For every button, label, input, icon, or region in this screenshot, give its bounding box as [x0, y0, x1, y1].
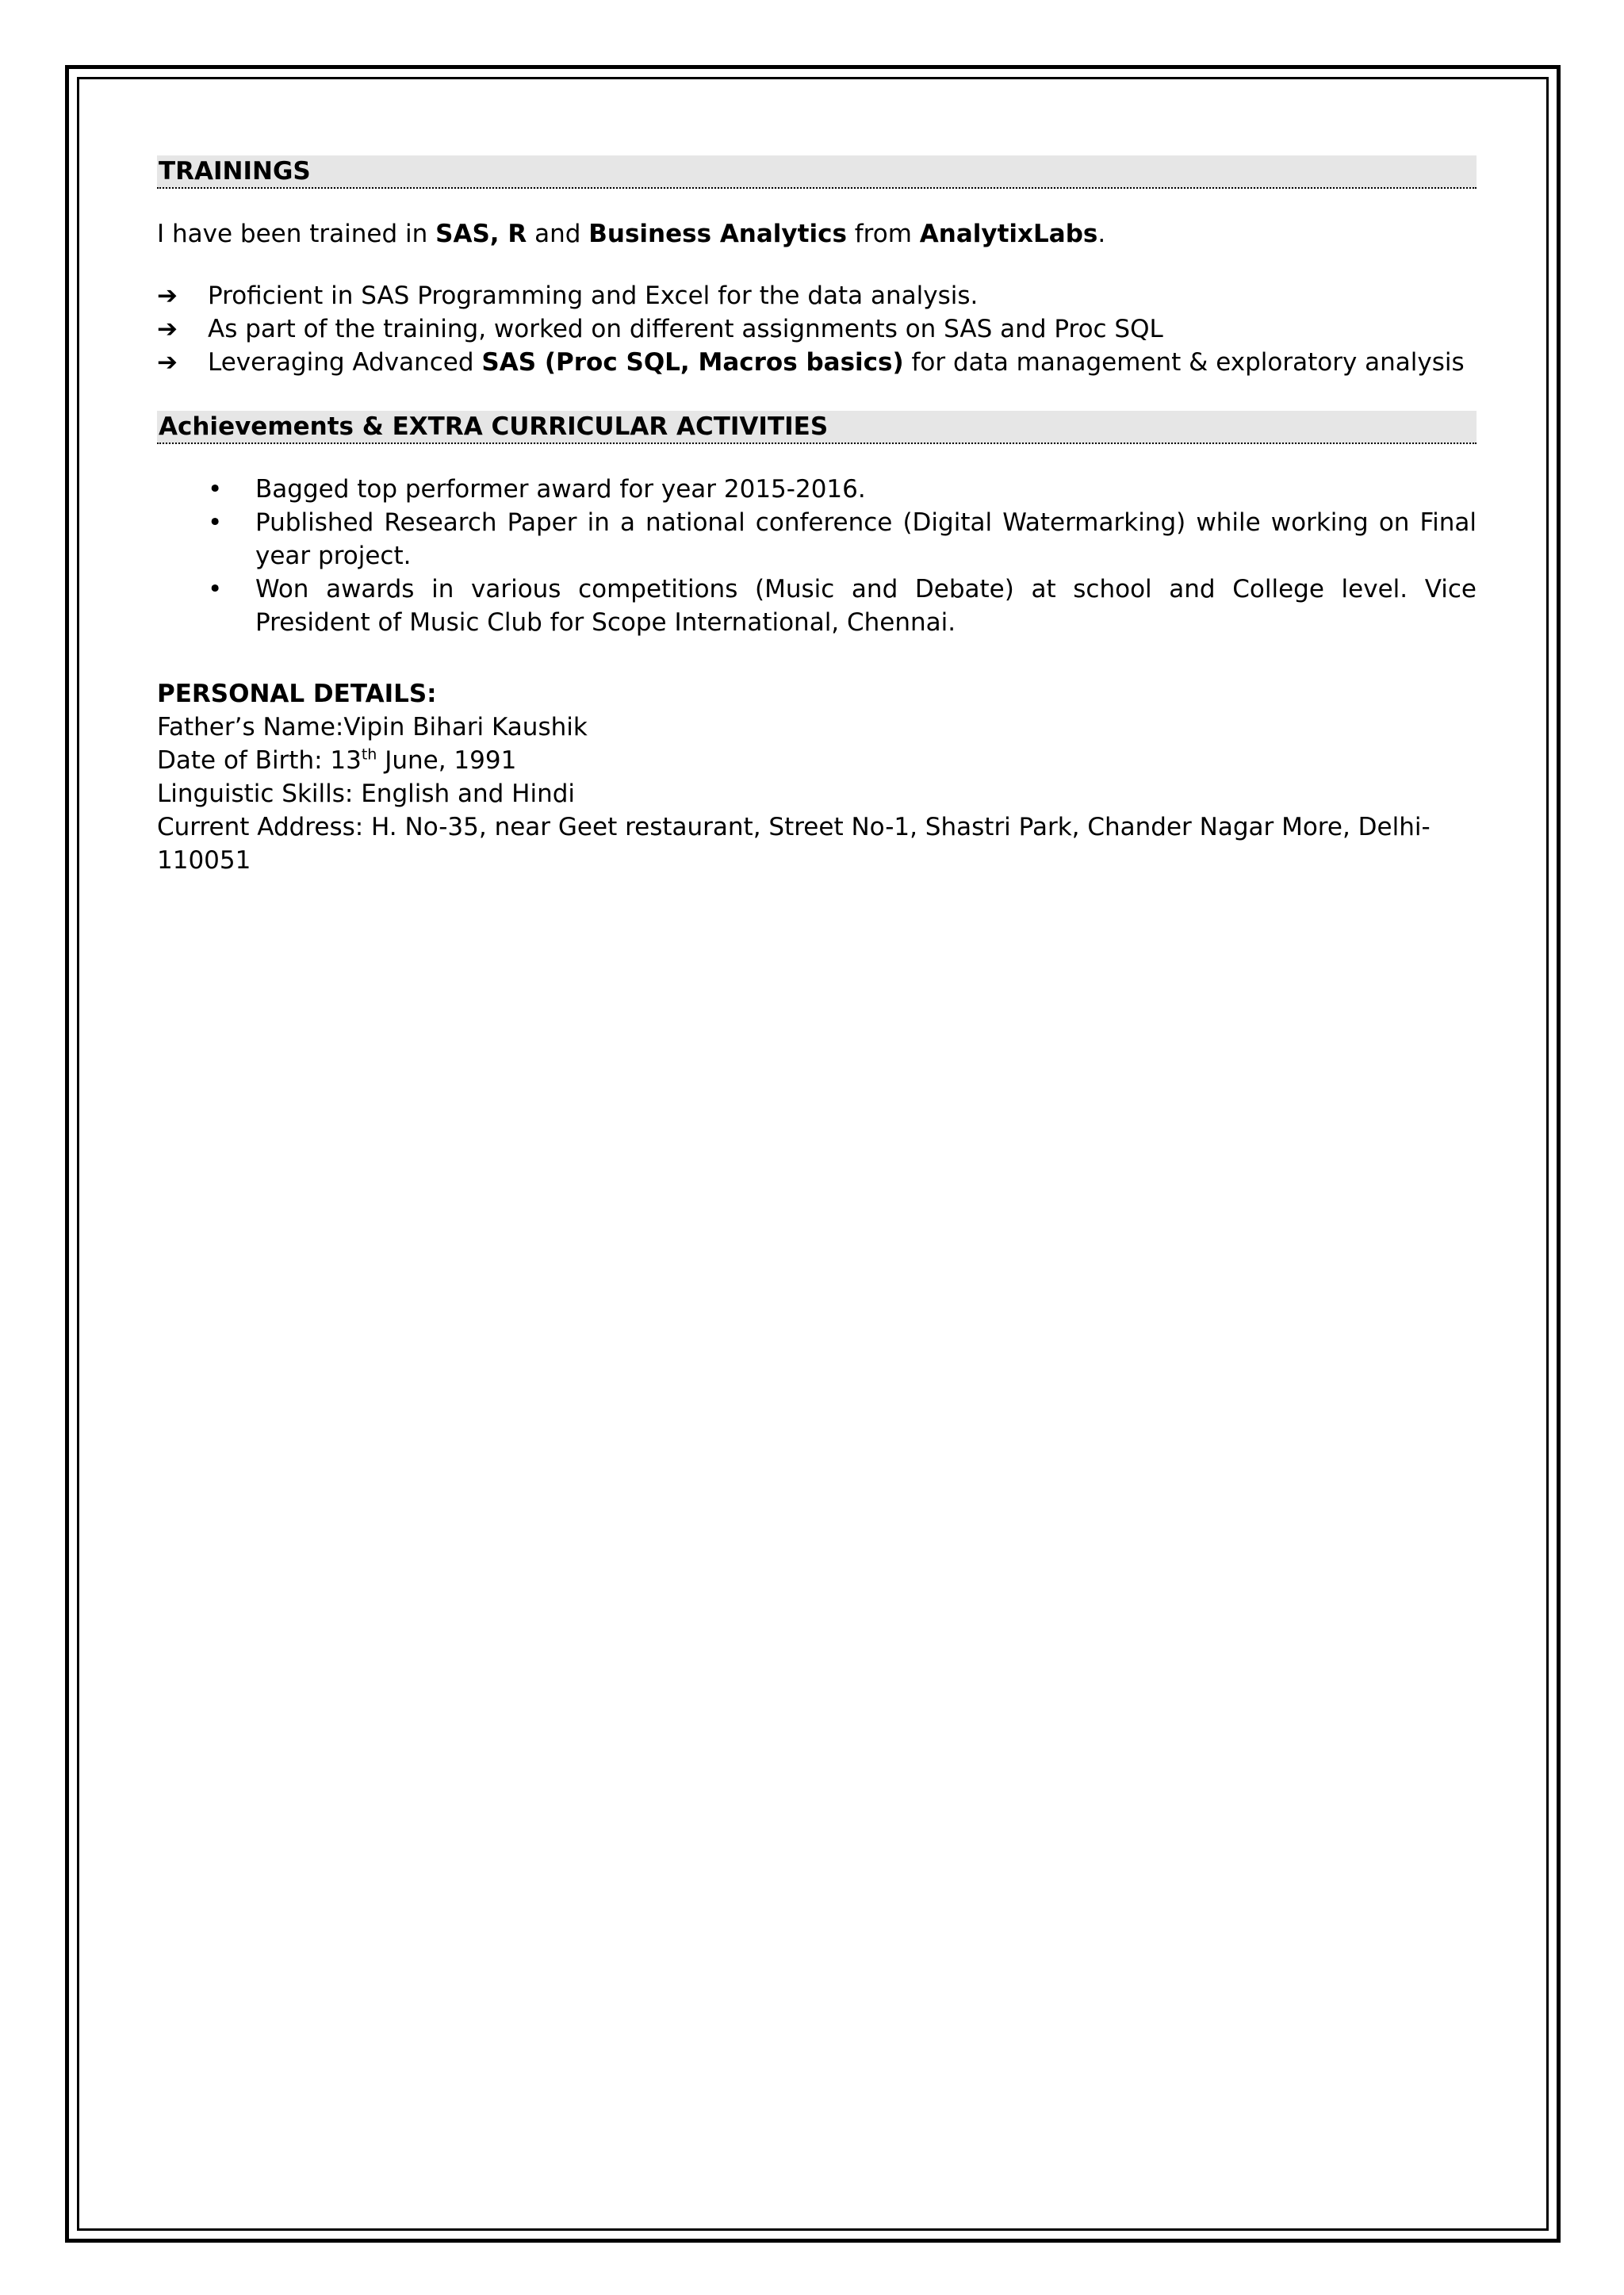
intro-text-2: and: [527, 220, 589, 248]
intro-bold-3: AnalytixLabs: [919, 220, 1098, 248]
fathers-name: Father’s Name:Vipin Bihari Kaushik: [157, 713, 588, 741]
intro-text-4: .: [1097, 220, 1106, 248]
intro-bold-2: Business Analytics: [588, 220, 847, 248]
date-of-birth: [157, 744, 1477, 777]
intro-text-1: I have been trained in: [157, 220, 436, 248]
trainings-header: TRAININGS: [157, 155, 1477, 189]
bullet-icon: •: [208, 508, 223, 537]
list-item: [157, 573, 1477, 639]
list-item-text-bold: SAS (Proc SQL, Macros basics): [481, 348, 904, 377]
achievements-list: [157, 473, 1477, 639]
list-item-text-post: for data management & exploratory analysis: [903, 348, 1465, 377]
list-item-text: Proficient in SAS Programming and Excel for the data analysis.: [208, 282, 979, 310]
list-item-text-pre: Leveraging Advanced: [208, 348, 482, 377]
trainings-list: [157, 279, 1477, 379]
list-item: [157, 279, 1477, 312]
dob-prefix: Date of Birth: 13: [157, 746, 362, 775]
achievements-header: Achievements & EXTRA CURRICULAR ACTIVITIES: [157, 411, 1477, 444]
personal-details-title: PERSONAL DETAILS:: [157, 680, 437, 708]
bullet-icon: •: [208, 575, 223, 603]
resume-page-content: [157, 155, 1477, 877]
dob-suffix: June, 1991: [377, 746, 517, 775]
trainings-intro: [157, 217, 1477, 251]
arrow-icon: ➔: [157, 282, 178, 310]
intro-text-3: from: [846, 220, 920, 248]
list-item: [157, 506, 1477, 573]
current-address: Current Address: H. No-35, near Geet restaurant, Street No-1, Shastri Park, Chander Nagar More, Delhi-110051: [157, 813, 1431, 875]
list-item-text: As part of the training, worked on different assignments on SAS and Proc SQL: [208, 315, 1163, 343]
intro-bold-1: SAS, R: [435, 220, 527, 248]
list-item: [157, 312, 1477, 346]
bullet-icon: •: [208, 475, 223, 504]
arrow-icon: ➔: [157, 348, 178, 377]
dob-superscript: th: [361, 745, 377, 764]
list-item: [157, 346, 1477, 379]
list-item-text: Published Research Paper in a national conference (Digital Watermarking) while working on Final year project.: [255, 508, 1477, 570]
list-item-text: Won awards in various competitions (Music and Debate) at school and College level. Vice President of Music Club for Scope International, Chennai.: [255, 575, 1477, 637]
linguistic-skills: Linguistic Skills: English and Hindi: [157, 780, 576, 808]
arrow-icon: ➔: [157, 315, 178, 343]
list-item: [157, 473, 1477, 506]
list-item-text: Bagged top performer award for year 2015-2016.: [255, 475, 866, 504]
